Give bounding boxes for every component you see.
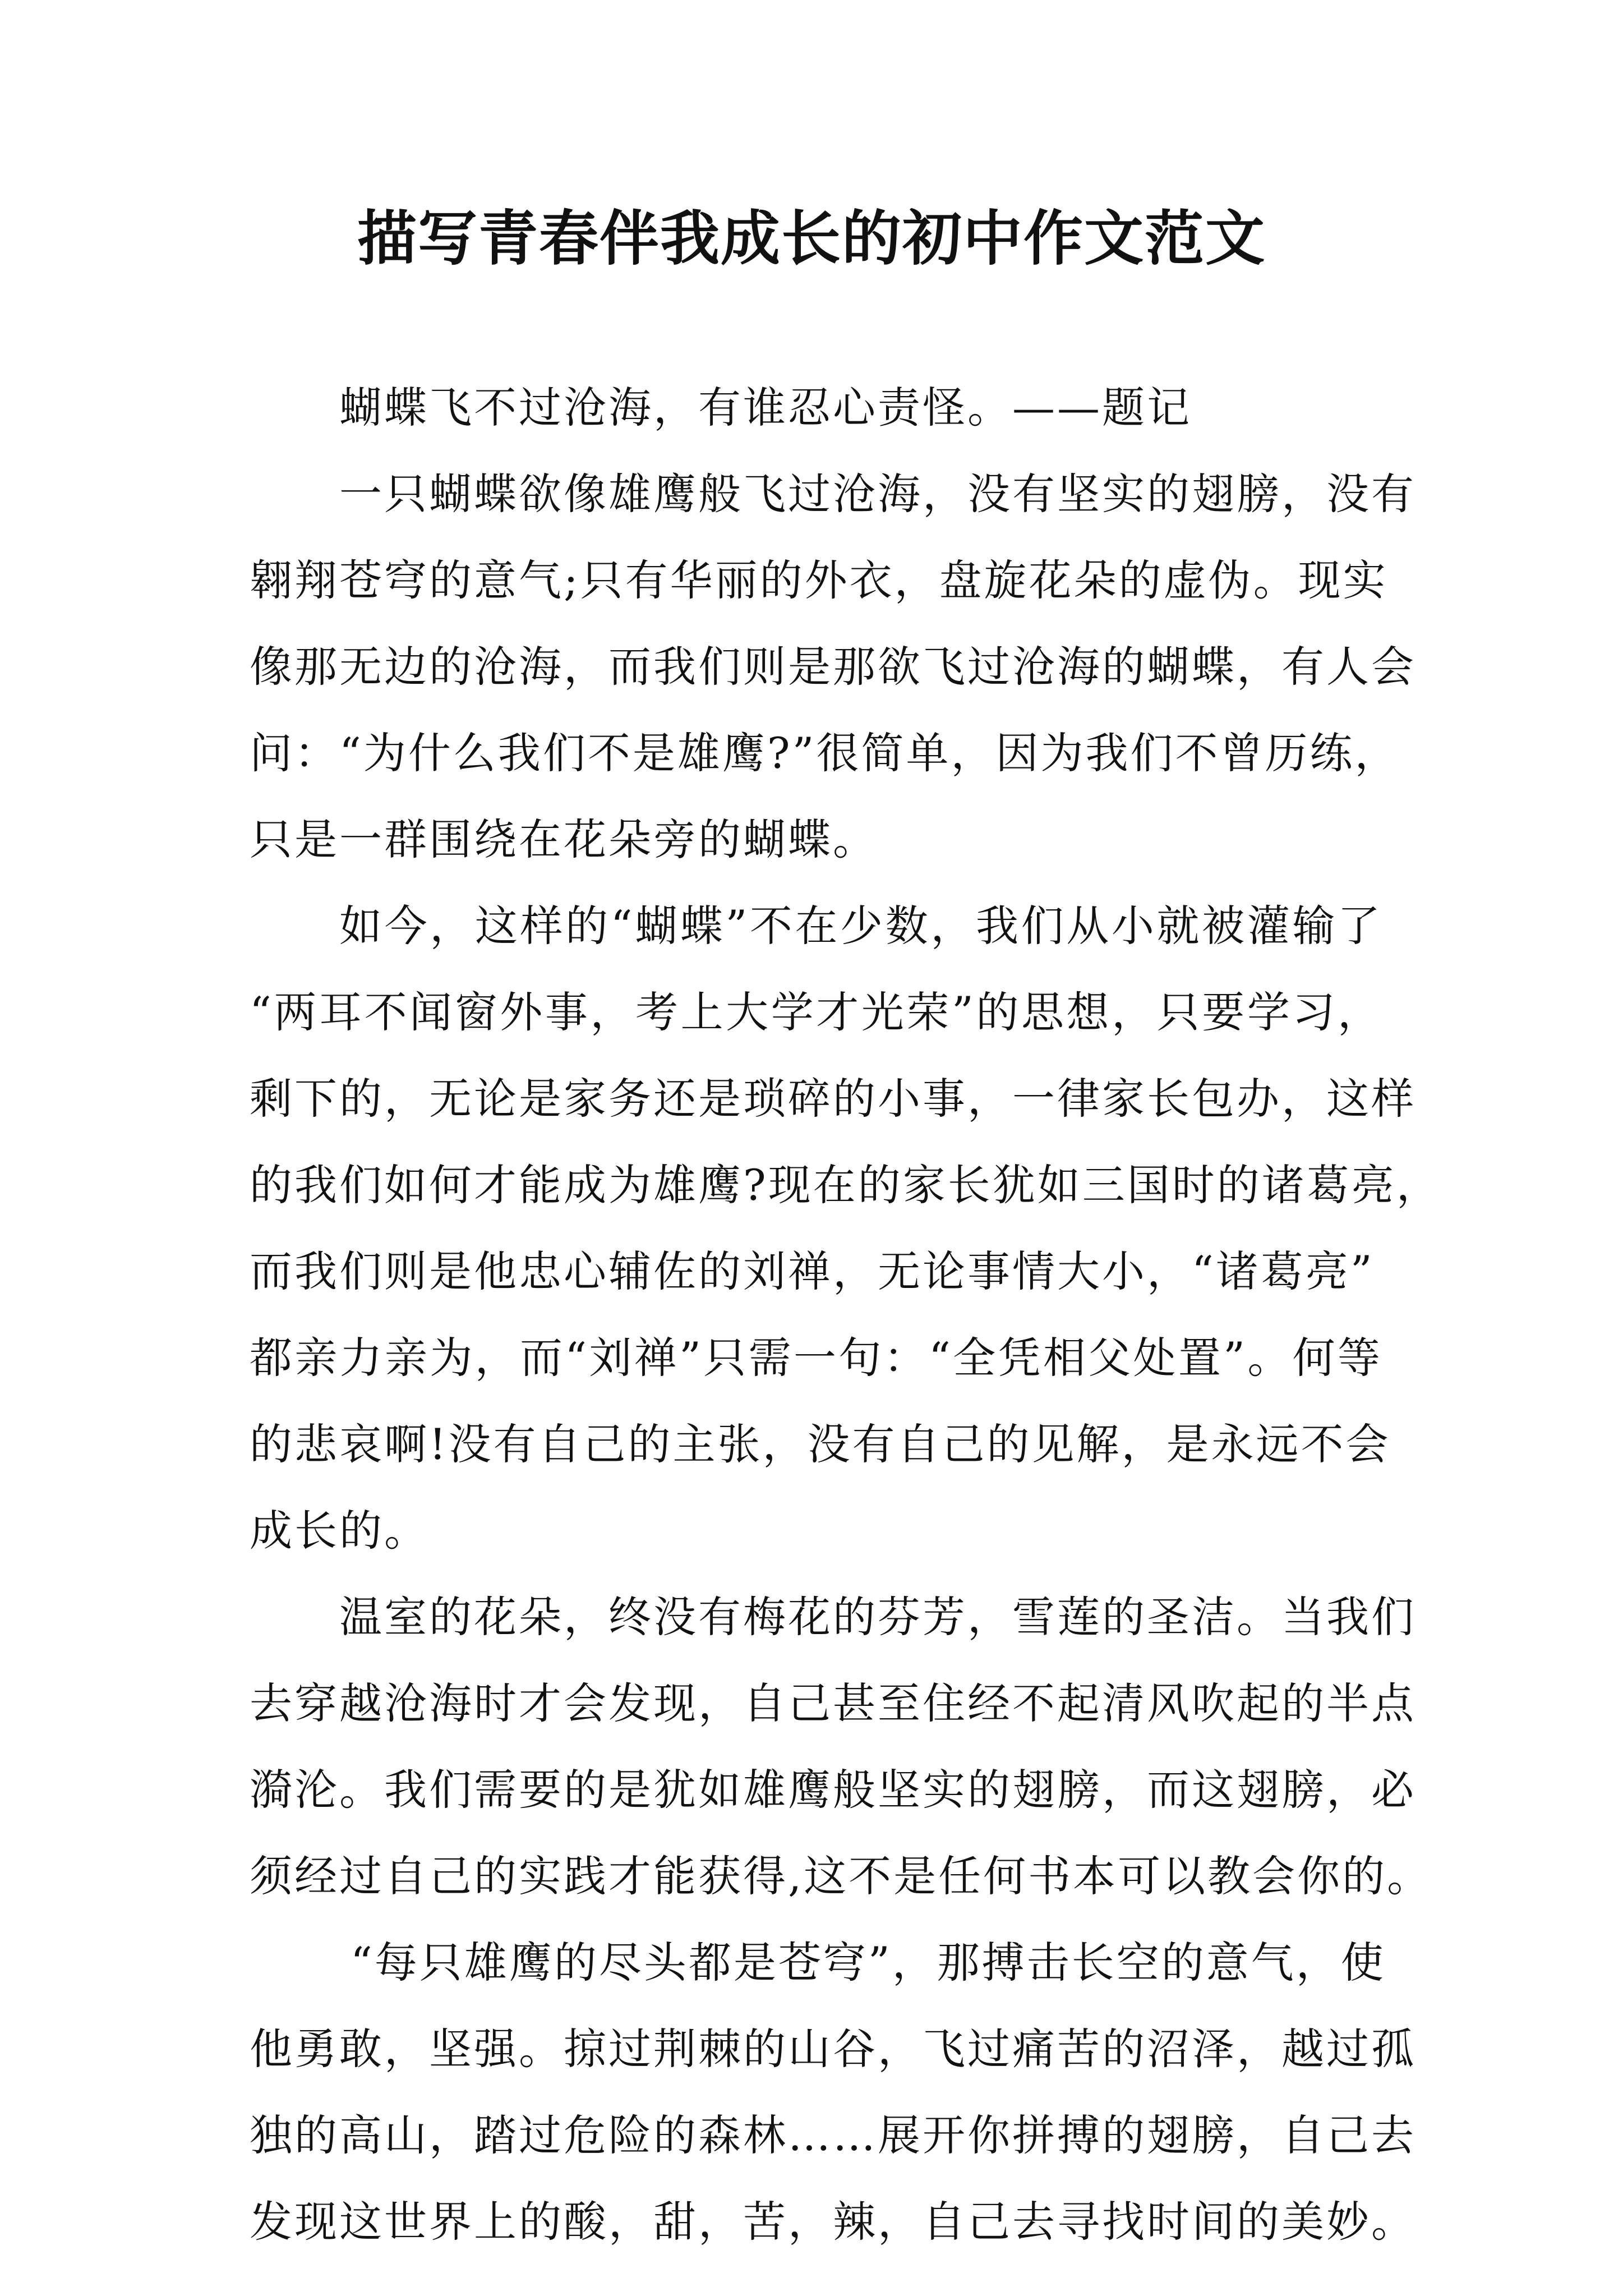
paragraph-1-line-4: 问：“为什么我们不是雄鹰?”很简单，因为我们不曾历练， [250, 728, 1400, 778]
paragraph-4-line-2: 他勇敢，坚强。掠过荆棘的山谷，飞过痛苦的沼泽，越过孤 [250, 2024, 1416, 2074]
paragraph-2-line-4: 的我们如何才能成为雄鹰?现在的家长犹如三国时的诸葛亮， [250, 1160, 1441, 1210]
paragraph-3-line-2: 去穿越沧海时才会发现，自己甚至住经不起清风吹起的半点 [250, 1678, 1416, 1728]
paragraph-2-line-7: 的悲哀啊!没有自己的主张，没有自己的见解，是永远不会 [250, 1419, 1391, 1469]
paragraph-2-line-3: 剩下的，无论是家务还是琐碎的小事，一律家长包办，这样 [250, 1074, 1416, 1124]
paragraph-1-line-1: 一只蝴蝶欲像雄鹰般飞过沧海，没有坚实的翅膀，没有 [339, 469, 1416, 519]
epigraph-line: 蝴蝶飞不过沧海，有谁忍心责怪。——题记 [339, 383, 1192, 432]
paragraph-3-line-1: 温室的花朵，终没有梅花的芬芳，雪莲的圣洁。当我们 [339, 1592, 1416, 1642]
paragraph-3-line-3: 漪沦。我们需要的是犹如雄鹰般坚实的翅膀，而这翅膀，必 [250, 1765, 1416, 1815]
paragraph-4-line-1: “每只雄鹰的尽头都是苍穹”，那搏击长空的意气，使 [351, 1938, 1386, 1987]
paragraph-1-line-2: 翱翔苍穹的意气;只有华丽的外衣，盘旋花朵的虚伪。现实 [250, 555, 1388, 605]
page-title: 描写青春伴我成长的初中作文范文 [357, 203, 1266, 273]
paragraph-2-line-5: 而我们则是他忠心辅佐的刘禅，无论事情大小，“诸葛亮” [250, 1246, 1375, 1296]
paragraph-2-line-6: 都亲力亲为，而“刘禅”只需一句：“全凭相父处置”。何等 [250, 1333, 1382, 1383]
paragraph-1-line-3: 像那无边的沧海，而我们则是那欲飞过沧海的蝴蝶，有人会 [250, 642, 1416, 692]
paragraph-1-line-5: 只是一群围绕在花朵旁的蝴蝶。 [250, 815, 878, 864]
paragraph-2-line-2: “两耳不闻窗外事，考上大学才光荣”的思想，只要学习， [250, 987, 1382, 1037]
paragraph-3-line-4: 须经过自己的实践才能获得,这不是任何书本可以教会你的。 [250, 1851, 1432, 1901]
paragraph-4-line-4: 发现这世界上的酸，甜，苦，辣，自己去寻找时间的美妙。 [250, 2197, 1416, 2247]
paragraph-2-line-8: 成长的。 [250, 1506, 429, 1556]
paragraph-4-line-3: 独的高山，踏过危险的森林……展开你拼搏的翅膀，自己去 [250, 2110, 1416, 2160]
paragraph-2-line-1: 如今，这样的“蝴蝶”不在少数，我们从小就被灌输了 [339, 901, 1382, 951]
essay-body [250, 365, 1441, 2265]
